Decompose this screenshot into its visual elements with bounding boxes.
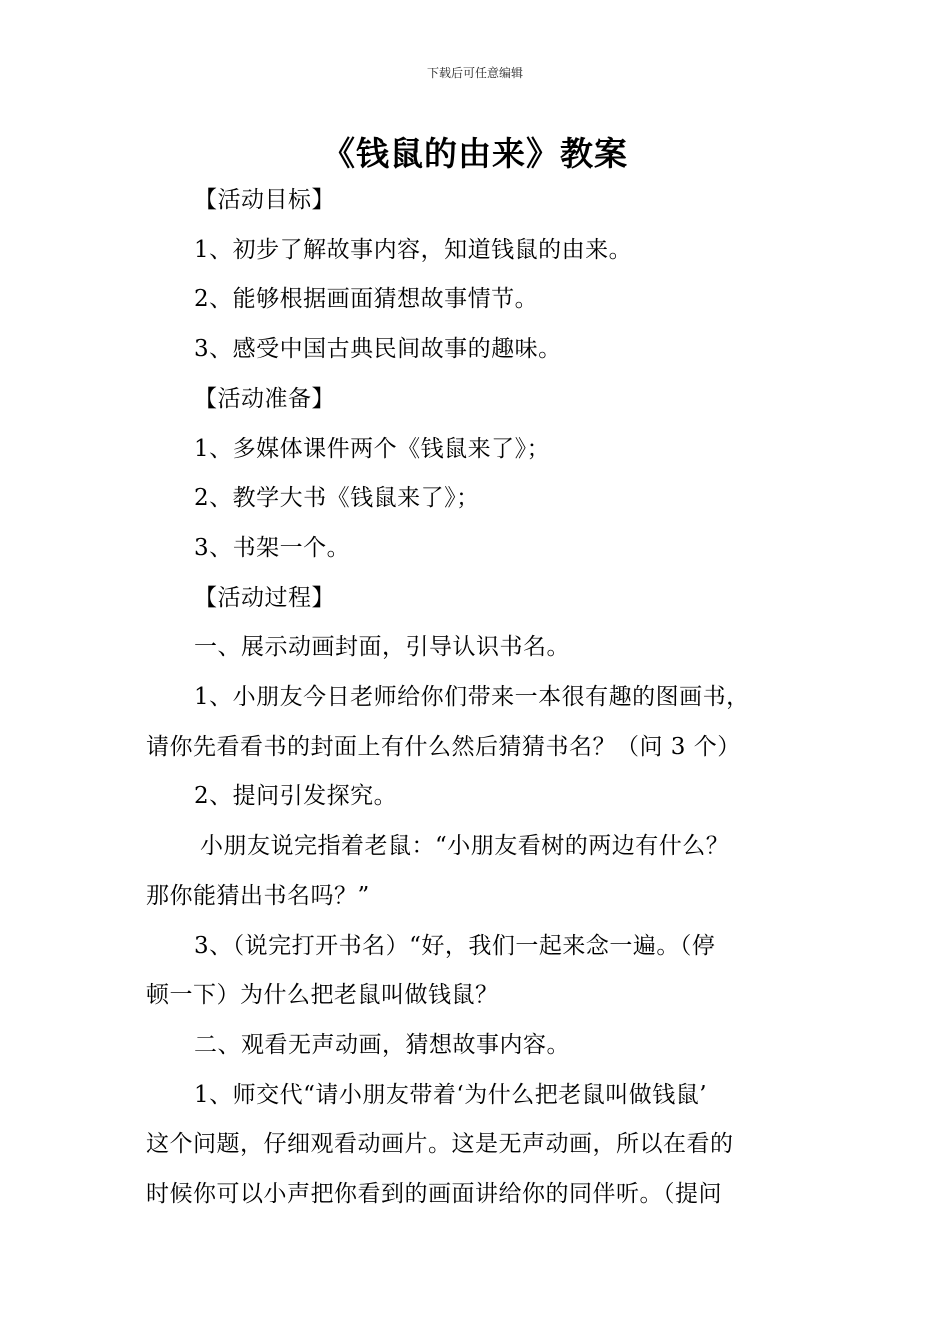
prep-item-1: 1、多媒体课件两个《钱鼠来了》； bbox=[194, 435, 551, 462]
document-body bbox=[146, 176, 811, 1220]
process-step-one-item-3-line-1: 3、（说完打开书名）“好，我们一起来念一遍。（停 bbox=[194, 932, 716, 959]
goal-item-1: 1、初步了解故事内容，知道钱鼠的由来。 bbox=[194, 236, 633, 263]
process-step-two-item-1-line-3: 时候你可以小声把你看到的画面讲给你的同伴听。（提问 bbox=[146, 1181, 722, 1208]
process-step-one-item-1-line-1: 1、小朋友今日老师给你们带来一本很有趣的图画书， bbox=[194, 684, 750, 711]
process-step-one-item-2-line-1: 小朋友说完指着老鼠：“小朋友看树的两边有什么？ bbox=[200, 833, 730, 860]
process-step-one-item-2-line-2: 那你能猜出书名吗？” bbox=[146, 882, 370, 909]
page-header: 下载后可任意编辑 bbox=[426, 66, 523, 80]
process-step-one: 一、展示动画封面，引导认识书名。 bbox=[194, 634, 570, 661]
prep-item-3: 3、书架一个。 bbox=[194, 534, 351, 561]
process-step-two-item-1-line-1: 1、师交代“请小朋友带着‘为什么把老鼠叫做钱鼠’ bbox=[194, 1081, 708, 1108]
process-step-two-item-1-line-2: 这个问题，仔细观看动画片。这是无声动画，所以在看的 bbox=[146, 1131, 734, 1158]
goal-item-3: 3、感受中国古典民间故事的趣味。 bbox=[194, 336, 562, 363]
section-heading-goals: 【活动目标】 bbox=[194, 187, 335, 213]
goal-item-2: 2、能够根据画面猜想故事情节。 bbox=[194, 286, 539, 313]
process-step-two: 二、观看无声动画，猜想故事内容。 bbox=[194, 1031, 570, 1058]
section-heading-process: 【活动过程】 bbox=[194, 584, 335, 611]
process-step-one-item-3-line-2: 顿一下）为什么把老鼠叫做钱鼠？ bbox=[146, 982, 499, 1009]
section-heading-preparation: 【活动准备】 bbox=[194, 385, 335, 412]
prep-item-2: 2、教学大书《钱鼠来了》； bbox=[194, 485, 480, 512]
process-step-one-item-1-line-2: 请你先看看书的封面上有什么然后猜猜书名？（问 3 个） bbox=[146, 733, 741, 760]
document-title: 《钱鼠的由来》教案 bbox=[322, 134, 628, 173]
process-step-one-item-2: 2、提问引发探究。 bbox=[194, 783, 398, 810]
